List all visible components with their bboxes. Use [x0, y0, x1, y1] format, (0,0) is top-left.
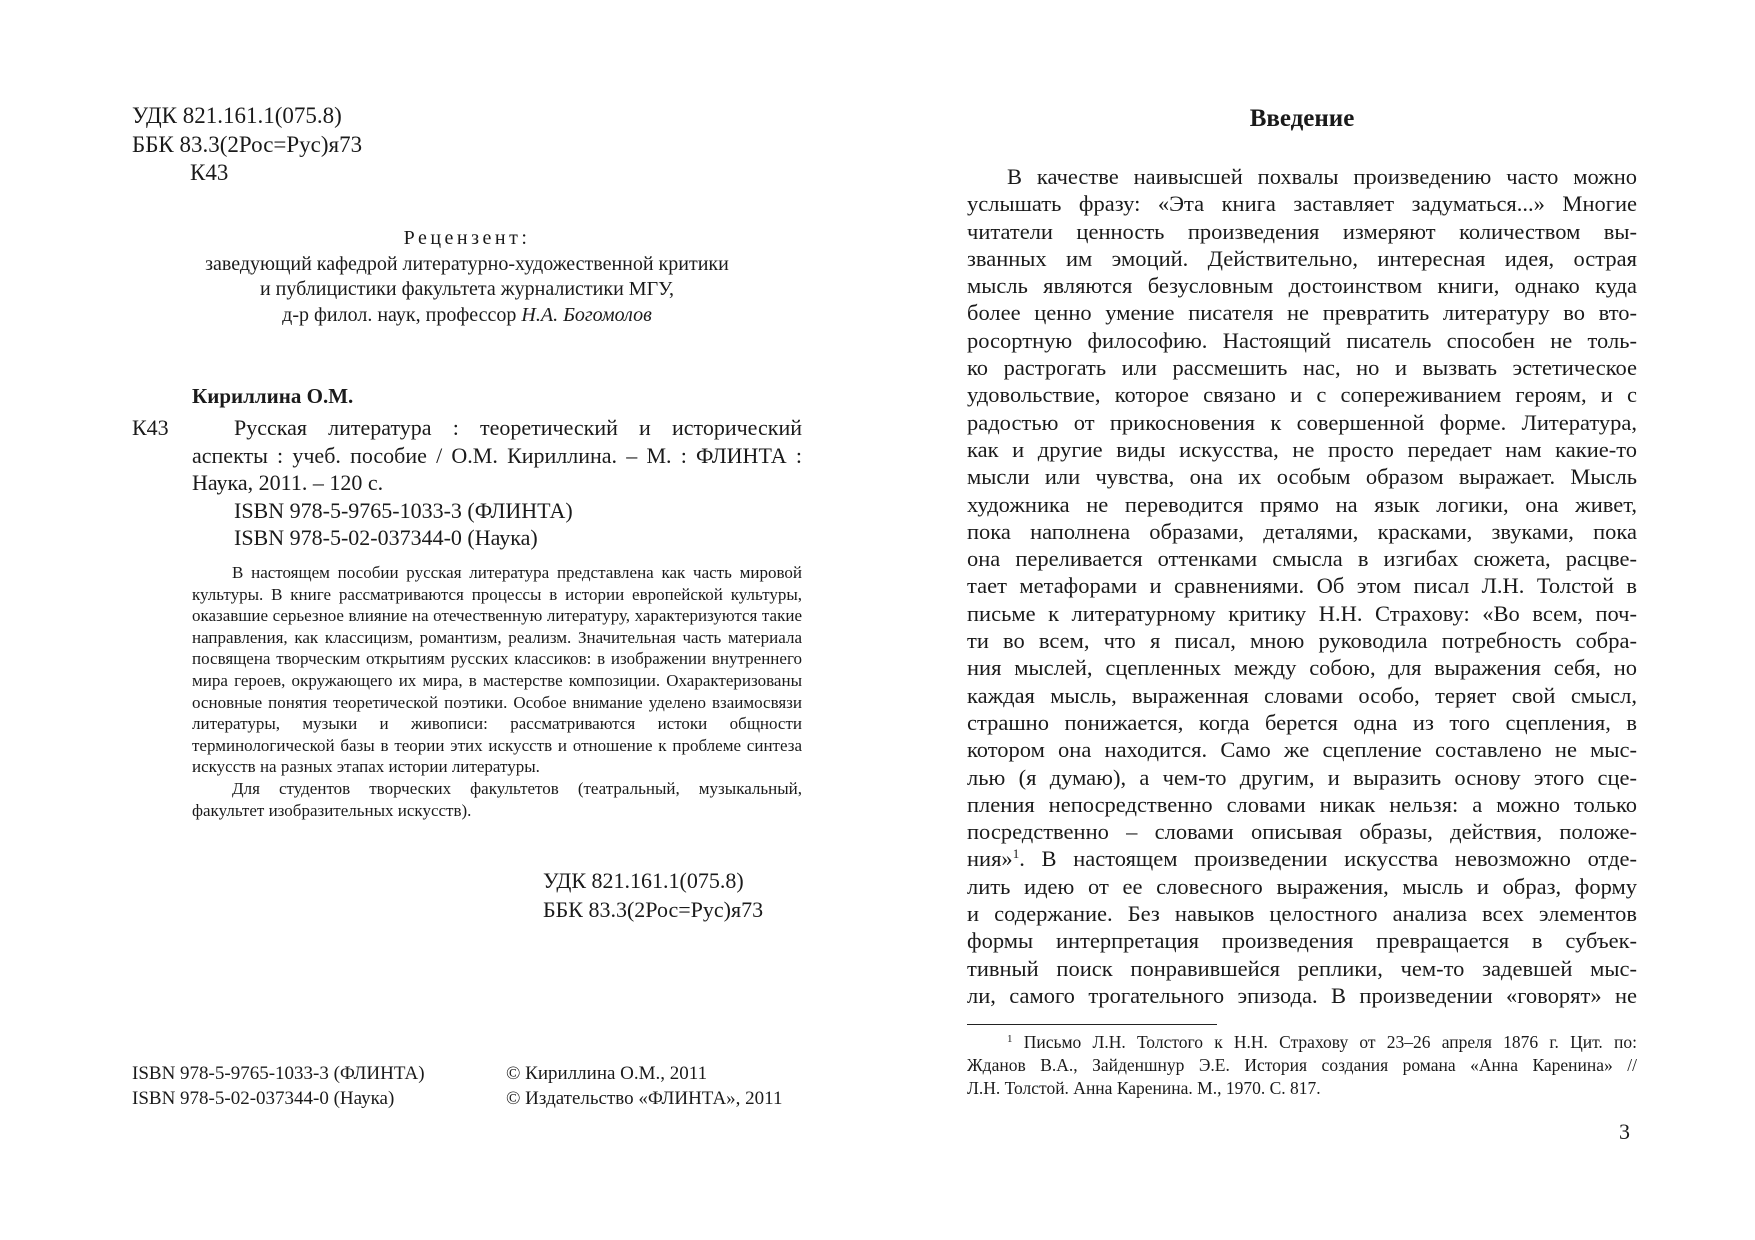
bottom-udk-code: УДК 821.161.1(075.8) [543, 868, 744, 893]
body-line: мысль являются безусловным достоинством книги, однако куда [967, 273, 1637, 299]
footnote-line-3: Л.Н. Толстой. Анна Каренина. М., 1970. С. 817. [967, 1077, 1321, 1098]
body-line: услышать фразу: «Эта книга заставляет задуматься...» Многие [967, 191, 1637, 217]
body-line: художника не переводится прямо на язык логики, она живет, [967, 491, 1637, 517]
body-line: удовольствие, которое связано и с сопереживанием героям, и с [967, 382, 1637, 408]
body-line: В качестве наивысшей похвалы произведению часто можно [1007, 164, 1637, 189]
body-line: тивный поиск понравившейся реплики, чем-то задевшей мыс- [967, 955, 1637, 981]
footnote-line-1 [967, 1031, 1637, 1054]
body-line: ния мыслей, сцепленных между собою, для выражения себя, но [967, 655, 1637, 681]
catalog-description [192, 414, 802, 552]
body-line: она переливается оттенками смысла в изгибах сюжета, расцве- [967, 546, 1637, 572]
body-line: формы интерпретация произведения превращается в субъек- [967, 928, 1637, 954]
imprint-isbn-1: ISBN 978-5-9765-1033-3 (ФЛИНТА) [132, 1063, 425, 1084]
body-line: ти во всем, что я писал, мною руководила потребность собра- [967, 628, 1637, 654]
body-line: посредственно – словами описывая образы, действия, положе- [967, 819, 1637, 845]
copyright-publisher: © Издательство «ФЛИНТА», 2011 [506, 1088, 783, 1109]
catalog-title-line-3: Наука, 2011. – 120 с. [192, 470, 384, 495]
body-line: радостью от прикосновения к совершенной форме. Литература, [967, 409, 1637, 435]
introduction-text [967, 163, 1637, 1009]
catalog-code: К43 [132, 415, 169, 440]
annotation [192, 562, 802, 821]
reviewer-line-1: заведующий кафедрой литературно-художественной критики [205, 252, 729, 275]
body-line: ли, самого трогательного эпизода. В произведении «говорят» не [967, 982, 1637, 1008]
catalog-entry [132, 414, 802, 552]
reviewer-name: Н.А. Богомолов [521, 303, 652, 326]
reviewer-line-3 [132, 303, 802, 329]
body-line: читатели ценность произведения измеряют количеством вы- [967, 218, 1637, 244]
imprint-isbn-2: ISBN 978-5-02-037344-0 (Наука) [132, 1088, 395, 1109]
body-line: тает метафорами и сравнениями. Об этом писал Л.Н. Толстой в [967, 573, 1637, 599]
bottom-classification-codes [543, 866, 763, 924]
body-line-start: ния» [967, 846, 1013, 872]
bbk-code: ББК 83.3(2Рос=Рус)я73 [132, 131, 363, 157]
bottom-bbk-code: ББК 83.3(2Рос=Рус)я73 [543, 897, 764, 922]
body-line: каждая мысль, выраженная словами особо, теряет свой смысл, [967, 682, 1637, 708]
body-line: ко растрогать или рассмешить нас, но и вызвать эстетическое [967, 355, 1637, 381]
body-line: страшно понижается, когда берется одна из того сцепления, в [967, 709, 1637, 735]
reviewer-line-2: и публицистики факультета журналистики МГУ, [259, 278, 675, 300]
body-line: более ценно умение писателя не превратить литературу во вто- [967, 300, 1637, 326]
body-line-with-footnote [967, 845, 1637, 872]
body-line-end: . В настоящем произведении искусства невозможно отде- [1019, 846, 1637, 872]
reviewer-title: д-р филол. наук, профессор [282, 303, 522, 326]
imprint-isbn [132, 1061, 425, 1111]
body-line: званных им эмоций. Действительно, интересная идея, острая [967, 245, 1637, 271]
body-line: лить идею от ее словесного выражения, мысль и образ, форму [967, 873, 1637, 899]
footnote-marker: 1 [1007, 1033, 1013, 1045]
body-line: пления непосредственно словами никак нельзя: а можно только [967, 791, 1637, 817]
imprint-page [0, 0, 877, 1240]
body-line: и содержание. Без навыков целостного анализа всех элементов [967, 901, 1637, 927]
classification-codes [132, 102, 362, 188]
imprint-copyright [506, 1061, 782, 1111]
footnote-line-2: Жданов В.А., Зайденшнур Э.Е. История создания романа «Анна Каренина» // [967, 1054, 1637, 1075]
catalog-title-line-1: Русская литература : теоретический и исторический [234, 415, 802, 440]
udk-code: УДК 821.161.1(075.8) [132, 103, 342, 128]
catalog-isbn-2: ISBN 978-5-02-037344-0 (Наука) [234, 525, 538, 550]
annotation-paragraph-2: Для студентов творческих факультетов (театральный, музыкальный, факультет изобразительных искусств). [192, 778, 802, 820]
reviewer-block [132, 226, 802, 328]
catalog-author: Кириллина О.М. [192, 384, 354, 408]
reviewer-label: Рецензент: [403, 227, 531, 249]
footnote-text-1: Письмо Л.Н. Толстого к Н.Н. Страхову от 23–26 апреля 1876 г. Цит. по: [1012, 1032, 1637, 1052]
body-line: мысли или чувства, она их особым образом выражает. Мысль [967, 464, 1637, 490]
copyright-author: © Кириллина О.М., 2011 [506, 1063, 708, 1084]
body-line: лью (я думаю), а чем-то другим, и выразить основу этого сце- [967, 764, 1637, 790]
body-line: пока наполнена образами, деталями, красками, звуками, пока [967, 518, 1637, 544]
body-line: как и другие виды искусства, не просто передает нам какие-то [967, 436, 1637, 462]
body-line: котором она находится. Само же сцепление составлено не мыс- [967, 737, 1637, 763]
footnote-divider [967, 1024, 1217, 1025]
page-number: 3 [1619, 1119, 1630, 1144]
annotation-paragraph-1: В настоящем пособии русская литература представлена как часть мировой культуры. В книге рассматриваются процессы в истории европейской культуры, оказавшие серьезное влияние на отечественную литературу, характеризуются такие направления, как классицизм, романтизм, реализм. Значительная часть материала посвящена творческим открытиям русских классиков: в изображении внутреннего мира героев, окружающего их мира, в мастерстве композиции. Охарактеризованы основные понятия теоретической поэтики. Особое внимание уделено взаимосвязи литературы, музыки и живописи: рассматриваются истоки общности терминологической базы в теории этих искусств и отношение к проблеме синтеза искусств на разных этапах истории литературы. [192, 563, 802, 777]
body-line: письме к литературному критику Н.Н. Страхову: «Во всем, поч- [967, 600, 1637, 626]
chapter-title: Введение [1249, 105, 1355, 132]
introduction-page [877, 0, 1755, 1240]
footnote [967, 1031, 1637, 1099]
body-line: росортную философию. Настоящий писатель способен не толь- [967, 327, 1637, 353]
footnote-reference[interactable]: 1 [1012, 846, 1020, 862]
catalog-isbn-1: ISBN 978-5-9765-1033-3 (ФЛИНТА) [234, 497, 573, 523]
author-mark: К43 [190, 160, 229, 185]
catalog-title-line-2: аспекты : учеб. пособие / О.М. Кириллина. – М. : ФЛИНТА : [192, 442, 802, 468]
